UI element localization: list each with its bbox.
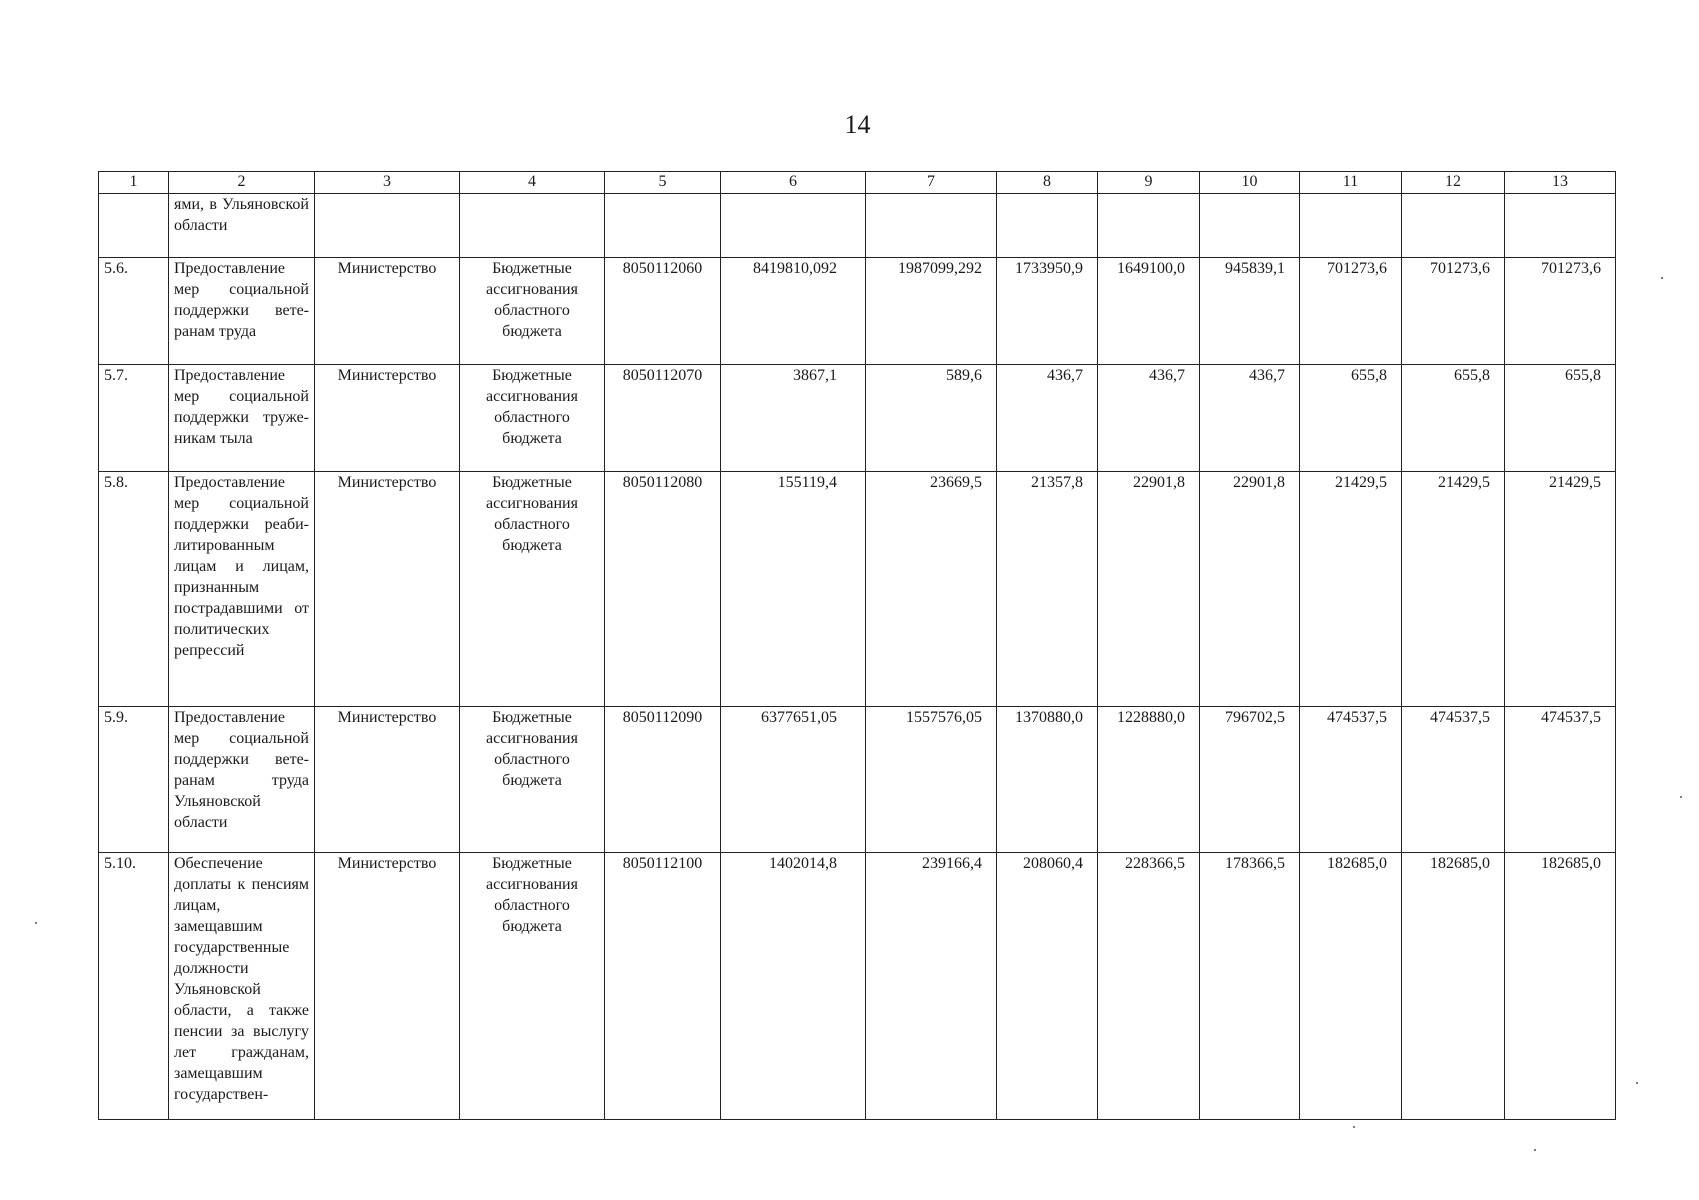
value-cell: 1733950,9 [997,258,1098,365]
row-number: 5.6. [99,258,169,365]
measure-name: Предоставление мер социальной поддержки труженикам тыла [169,365,315,472]
row-number: 5.9. [99,707,169,853]
column-header: 7 [866,172,997,194]
column-header: 6 [721,172,866,194]
value-cell: 8419810,092 [721,258,866,365]
column-header: 8 [997,172,1098,194]
value-cell: 6377651,05 [721,707,866,853]
funding-source: Бюджетные ассигнования областного бюджета [460,258,605,365]
budget-code: 8050112100 [605,853,721,1120]
value-cell [1300,194,1402,258]
value-cell: 23669,5 [866,472,997,707]
executor: Министерство [315,365,460,472]
value-cell: 208060,4 [997,853,1098,1120]
measure-name: Предоставление мер социальной поддержки ветеранам труда Ульяновской области [169,707,315,853]
funding-source [460,194,605,258]
value-cell: 155119,4 [721,472,866,707]
value-cell: 21429,5 [1505,472,1616,707]
budget-code [605,194,721,258]
value-cell: 239166,4 [866,853,997,1120]
measure-name: Обеспечение доплаты к пенсиям лицам, замещавшим государственные должности Ульяновской области, а также пенсии за выслугу лет гражданам, замещавшим государствен- [169,853,315,1120]
row-number [99,194,169,258]
funding-source: Бюджетные ассигнования областного бюджета [460,707,605,853]
value-cell: 701273,6 [1402,258,1505,365]
value-cell: 436,7 [1098,365,1200,472]
value-cell [1505,194,1616,258]
scan-speck [1680,796,1682,798]
executor: Министерство [315,707,460,853]
table-row [99,853,1616,1120]
funding-source: Бюджетные ассигнования областного бюджета [460,853,605,1120]
value-cell: 228366,5 [1098,853,1200,1120]
column-header: 3 [315,172,460,194]
column-header: 12 [1402,172,1505,194]
funding-source: Бюджетные ассигнования областного бюджета [460,472,605,707]
value-cell: 22901,8 [1200,472,1300,707]
column-header: 11 [1300,172,1402,194]
column-header: 10 [1200,172,1300,194]
executor: Министерство [315,258,460,365]
column-header: 13 [1505,172,1616,194]
table-row [99,472,1616,707]
row-number: 5.10. [99,853,169,1120]
value-cell: 436,7 [997,365,1098,472]
scan-speck [1353,1126,1355,1128]
scan-speck [1636,1082,1638,1084]
budget-table [98,171,1616,1120]
value-cell: 796702,5 [1200,707,1300,853]
scan-speck [1661,277,1663,279]
value-cell: 589,6 [866,365,997,472]
measure-name: Предоставление мер социальной поддержки реабилитированным лицам и лицам, признанным пострадавшими от политических репрессий [169,472,315,707]
budget-code: 8050112080 [605,472,721,707]
table-row [99,194,1616,258]
row-number: 5.7. [99,365,169,472]
column-header: 4 [460,172,605,194]
value-cell: 474537,5 [1300,707,1402,853]
value-cell: 21429,5 [1402,472,1505,707]
table-row [99,365,1616,472]
value-cell: 1649100,0 [1098,258,1200,365]
value-cell: 182685,0 [1300,853,1402,1120]
value-cell: 178366,5 [1200,853,1300,1120]
value-cell: 22901,8 [1098,472,1200,707]
executor: Министерство [315,472,460,707]
value-cell: 474537,5 [1402,707,1505,853]
value-cell [866,194,997,258]
value-cell [1098,194,1200,258]
value-cell [1402,194,1505,258]
value-cell: 21357,8 [997,472,1098,707]
row-number: 5.8. [99,472,169,707]
measure-name: ями, в Ульяновской области [169,194,315,258]
value-cell: 1228880,0 [1098,707,1200,853]
value-cell: 182685,0 [1402,853,1505,1120]
budget-code: 8050112090 [605,707,721,853]
budget-code: 8050112060 [605,258,721,365]
measure-name: Предоставление мер социальной поддержки ветеранам труда [169,258,315,365]
value-cell: 21429,5 [1300,472,1402,707]
table-row [99,707,1616,853]
value-cell: 655,8 [1300,365,1402,472]
budget-code: 8050112070 [605,365,721,472]
value-cell: 655,8 [1505,365,1616,472]
value-cell: 3867,1 [721,365,866,472]
header-row [99,172,1616,194]
value-cell: 701273,6 [1300,258,1402,365]
value-cell: 1557576,05 [866,707,997,853]
value-cell: 655,8 [1402,365,1505,472]
scan-speck [1534,1149,1536,1151]
column-header: 5 [605,172,721,194]
value-cell: 1402014,8 [721,853,866,1120]
value-cell: 1987099,292 [866,258,997,365]
page-number: 14 [844,110,871,139]
column-header: 1 [99,172,169,194]
value-cell: 1370880,0 [997,707,1098,853]
table-row [99,258,1616,365]
value-cell: 945839,1 [1200,258,1300,365]
column-header: 2 [169,172,315,194]
value-cell: 436,7 [1200,365,1300,472]
value-cell: 182685,0 [1505,853,1616,1120]
funding-source: Бюджетные ассигнования областного бюджета [460,365,605,472]
value-cell [997,194,1098,258]
column-header: 9 [1098,172,1200,194]
value-cell: 474537,5 [1505,707,1616,853]
executor [315,194,460,258]
executor: Министерство [315,853,460,1120]
value-cell [1200,194,1300,258]
value-cell: 701273,6 [1505,258,1616,365]
scan-speck [35,922,37,924]
value-cell [721,194,866,258]
